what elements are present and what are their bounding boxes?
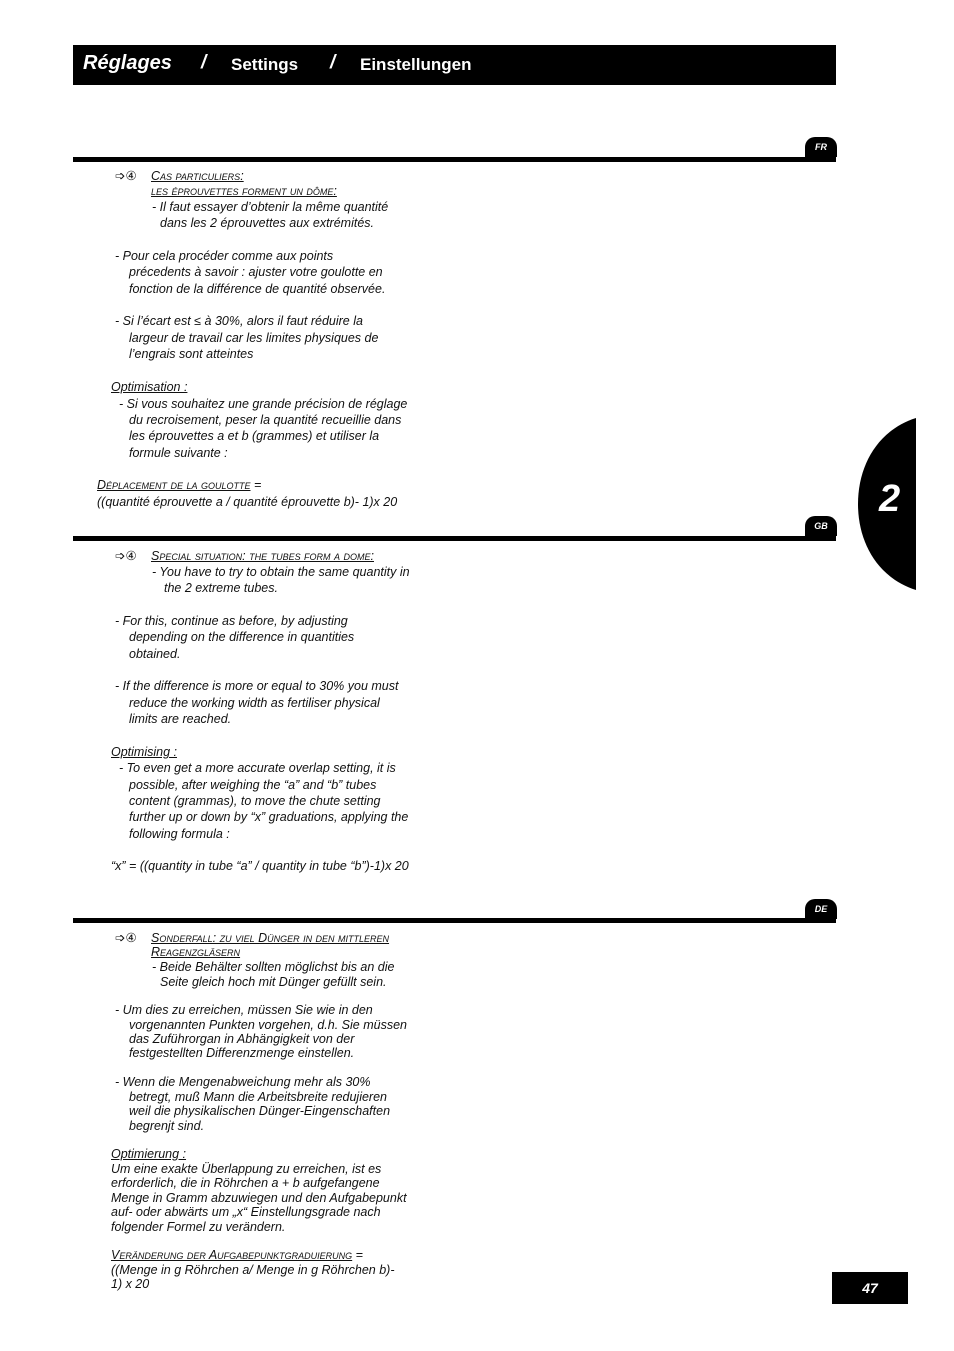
text-line: betregt, muß Mann die Arbeitsbreite redujieren bbox=[129, 1090, 388, 1104]
text-line: depending on the difference in quantities bbox=[129, 630, 355, 644]
arrow-marker: ➩④ bbox=[115, 549, 137, 563]
text-line: Um eine exakte Überlappung zu erreichen, ist es bbox=[111, 1162, 382, 1176]
text-line: further up or down by “x” graduations, applying the bbox=[129, 810, 409, 824]
text-line: largeur de travail car les limites physiques de bbox=[129, 331, 379, 345]
formula-label-text: Veränderung der Aufgabepunktgraduierung bbox=[111, 1248, 353, 1262]
text-line: du recroisement, peser la quantité recueillie dans bbox=[129, 413, 402, 427]
text-line: - Il faut essayer d’obtenir la même quantité bbox=[152, 200, 389, 214]
text-line: l’engrais sont atteintes bbox=[129, 347, 254, 361]
formula-equals: = bbox=[352, 1248, 363, 1262]
section-tab-fr: FR bbox=[805, 137, 837, 157]
chapter-number: 2 bbox=[879, 478, 901, 520]
formula-label-text: Déplacement de la goulotte bbox=[97, 478, 251, 492]
text-line: - For this, continue as before, by adjusting bbox=[115, 614, 348, 628]
formula: ((Menge in g Röhrchen a/ Menge in g Röhrchen b)- bbox=[111, 1263, 395, 1277]
formula-label bbox=[97, 477, 261, 493]
formula-equals: = bbox=[250, 478, 262, 492]
text-line: folgender Formel zu verändern. bbox=[111, 1220, 286, 1234]
text-line: Menge in Gramm abzuwiegen und den Aufgabepunkt bbox=[111, 1191, 407, 1205]
formula: ((quantité éprouvette a / quantité éprouvette b)- 1)x 20 bbox=[97, 495, 398, 509]
optimisation-heading: Optimisation : bbox=[111, 380, 188, 394]
section-title: Special situation: the tubes form a dome: bbox=[151, 549, 374, 563]
text-line: begrenjt sind. bbox=[129, 1119, 205, 1133]
text-line: - Wenn die Mengenabweichung mehr als 30% bbox=[115, 1075, 371, 1089]
section-title: Sonderfall: zu viel Dünger in den mittleren bbox=[151, 931, 390, 945]
text-line: - Si vous souhaitez une grande précision de réglage bbox=[119, 397, 408, 411]
formula: 1) x 20 bbox=[111, 1277, 150, 1291]
text-line: - Si l’écart est ≤ à 30%, alors il faut réduire la bbox=[115, 314, 363, 328]
header-separator: / bbox=[201, 52, 207, 73]
arrow-marker: ➩④ bbox=[115, 931, 137, 945]
text-line: Seite gleich hoch mit Dünger gefüllt sein. bbox=[160, 975, 387, 989]
text-line: das Zuführorgan in Abhängigkeit von der bbox=[129, 1032, 355, 1046]
header-title-de: Einstellungen bbox=[360, 55, 472, 74]
page-number: 47 bbox=[832, 1272, 908, 1304]
text-line: obtained. bbox=[129, 647, 181, 661]
text-line: weil die physikalischen Dünger-Eingenschaften bbox=[129, 1104, 391, 1118]
section-subtitle: les éprouvettes forment un dôme: bbox=[151, 184, 337, 198]
text-line: - Beide Behälter sollten möglichst bis an die bbox=[152, 960, 395, 974]
optimierung-heading: Optimierung : bbox=[111, 1147, 187, 1161]
arrow-marker: ➩④ bbox=[115, 169, 137, 183]
section-subtitle: Reagenzgläsern bbox=[151, 945, 241, 959]
section-title: Cas particuliers: bbox=[151, 169, 244, 183]
text-line: fonction de la différence de quantité observée. bbox=[129, 282, 386, 296]
text-line: content (grammas), to move the chute setting bbox=[129, 794, 381, 808]
text-line: - Pour cela procéder comme aux points bbox=[115, 249, 334, 263]
header-title-en: Settings bbox=[231, 55, 299, 74]
section-tab-gb: GB bbox=[805, 516, 837, 536]
text-line: dans les 2 éprouvettes aux extrémités. bbox=[160, 216, 375, 230]
section-divider bbox=[73, 536, 836, 541]
text-line: possible, after weighing the “a” and “b” tubes bbox=[129, 778, 377, 792]
text-line: limits are reached. bbox=[129, 712, 232, 726]
text-line: précedents à savoir : ajuster votre goulotte en bbox=[129, 265, 383, 279]
text-line: festgestellten Differenzmenge einstellen. bbox=[129, 1046, 355, 1060]
text-line: - If the difference is more or equal to 30% you must bbox=[115, 679, 399, 693]
text-line: the 2 extreme tubes. bbox=[164, 581, 278, 595]
section-tab-de: DE bbox=[805, 899, 837, 919]
text-line: following formula : bbox=[129, 827, 230, 841]
header-bar bbox=[73, 45, 836, 85]
text-line: les éprouvettes a et b (grammes) et utiliser la bbox=[129, 429, 380, 443]
text-line: - To even get a more accurate overlap setting, it is bbox=[119, 761, 396, 775]
section-divider bbox=[73, 157, 836, 162]
text-line: auf- oder abwärts um „x“ Einstellungsgrade nach bbox=[111, 1205, 381, 1219]
section-divider bbox=[73, 918, 836, 923]
text-line: - You have to try to obtain the same quantity in bbox=[152, 565, 410, 579]
header-title-fr: Réglages bbox=[83, 52, 172, 74]
formula: “x” = ((quantity in tube “a” / quantity in tube “b”)-1)x 20 bbox=[111, 859, 409, 873]
optimising-heading: Optimising : bbox=[111, 745, 177, 759]
text-line: vorgenannten Punkten vorgehen, d.h. Sie müssen bbox=[129, 1018, 407, 1032]
text-line: erforderlich, die in Röhrchen a + b aufgefangene bbox=[111, 1176, 380, 1190]
text-line: - Um dies zu erreichen, müssen Sie wie in den bbox=[115, 1003, 373, 1017]
text-line: formule suivante : bbox=[129, 446, 228, 460]
header-separator: / bbox=[330, 52, 336, 73]
text-line: reduce the working width as fertiliser physical bbox=[129, 696, 380, 710]
formula-label bbox=[111, 1247, 363, 1263]
